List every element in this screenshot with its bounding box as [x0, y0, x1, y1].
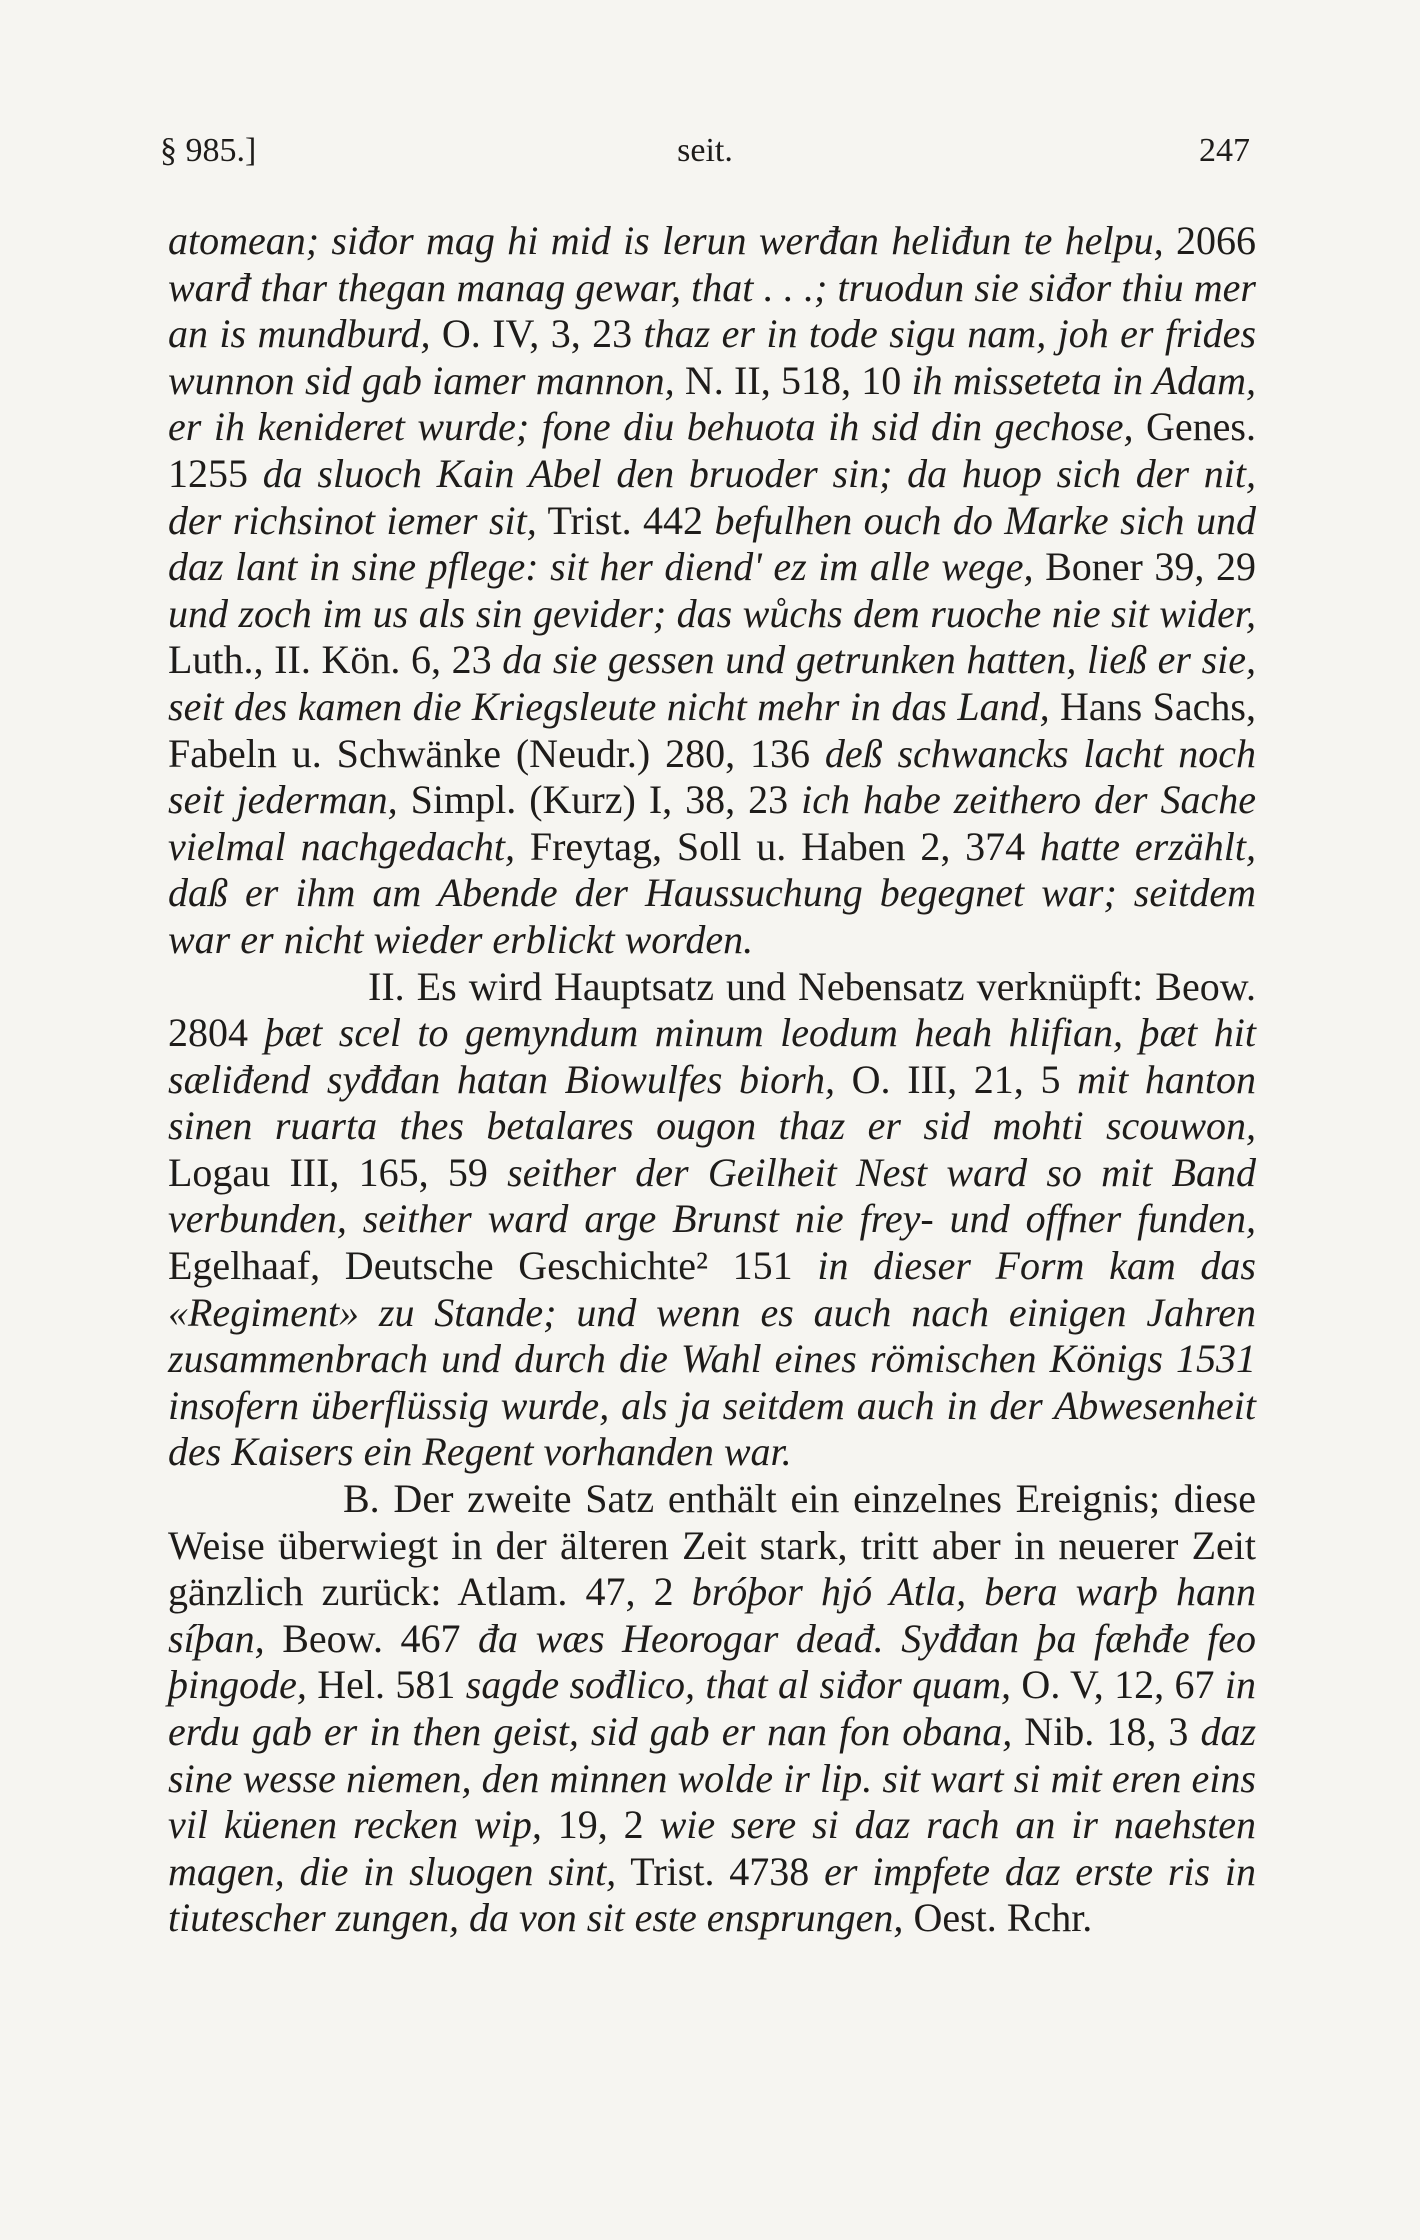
citation-text: Oest. Rchr. — [903, 1895, 1093, 1941]
quotation-text: in dieser Form kam das «Regiment» zu Stande; und wenn es auch nach einigen Jahren zusammenbrach und durch die Wahl eines römischen Königs 1531 insofern überflüssig wurde, als ja seitdem auch in der Abwesenheit des Kaisers ein Regent vorhanden war. — [168, 1243, 1256, 1475]
quotation-text: mit hanton sinen ruarta thes betalares ougon thaz er sid mohti scouwon, — [168, 1056, 1256, 1149]
quotation-text: hatte erzählt, daß er ihm am Abende der Haussuchung begegnet war; seitdem war er nicht wieder erblickt worden. — [168, 823, 1256, 962]
citation-text: Beow. 467 — [264, 1615, 479, 1661]
paragraph-2 — [168, 964, 1256, 1477]
citation-text: Hel. 581 — [306, 1662, 466, 1708]
citation-text: Luth., II. Kön. 6, 23 — [168, 637, 503, 683]
citation-text: O. V, 12, 67 — [1011, 1662, 1225, 1708]
quotation-text: da sluoch Kain Abel den bruoder sin; da huop sich der nit, der richsinot iemer sit, — [168, 450, 1256, 543]
citation-text: Nib. 18, 3 — [1012, 1709, 1201, 1754]
quotation-text: đa wæs Heorogar deađ. Syđđan þa fæhđe feo þingode, — [168, 1615, 1256, 1708]
citation-text: Logau III, 165, 59 — [168, 1149, 508, 1195]
quotation-text: warđ thar thegan manag gewar, that . . .; truodun sie siđor thiu mer an is mundburd, — [168, 264, 1256, 357]
page-body — [168, 218, 1256, 1942]
quotation-text: befulhen ouch do Marke sich und daz lant in sine pflege: sit her diend' ez im alle wege, — [168, 497, 1256, 590]
quotation-text: bróþor hjó Atla, bera warþ hann síþan, — [168, 1569, 1257, 1661]
page-number: 247 — [1199, 132, 1250, 169]
quotation-text: er impfete daz erste ris in tiutescher zungen, da von sit este ensprungen, — [168, 1848, 1257, 1941]
citation-text: Trist. 442 — [536, 497, 715, 543]
citation-text: 2066 — [1163, 218, 1257, 263]
quotation-text: ih misseteta in Adam, er ih kenideret wurde; fone diu behuota ih sid din gechose, — [168, 357, 1256, 450]
citation-text: O. III, 21, 5 — [835, 1056, 1078, 1102]
paragraph-3 — [168, 1476, 1256, 1942]
citation-text: Freytag, Soll u. Haben 2, 374 — [514, 823, 1041, 869]
paragraph-1 — [168, 218, 1256, 964]
quotation-text: ich habe zeithero der Sache vielmal nachgedacht, — [168, 777, 1256, 869]
running-title: seit. — [677, 132, 733, 169]
quotation-text: wie sere si daz rach an ir naehsten magen, die in sluogen sint, — [168, 1802, 1257, 1894]
citation-text: B. Der zweite Satz enthält ein einzelnes Ereignis; diese Weise überwiegt in der älteren Zeit stark, tritt aber in neuerer Zeit gänzlich zurück: Atlam. 47, 2 — [168, 1476, 1256, 1615]
citation-text: Genes. 1255 — [168, 404, 1256, 496]
citation-text: Egelhaaf, Deutsche Geschichte² 151 — [168, 1243, 818, 1289]
citation-text: O. IV, 3, 23 — [430, 311, 644, 357]
quotation-text: seither der Geilheit Nest ward so mit Band verbunden, seither ward arge Brunst nie frey- und offner funden, — [168, 1149, 1256, 1242]
quotation-text: in erdu gab er in then geist, sid gab er nan fon obana, — [168, 1662, 1256, 1754]
quotation-text: da sie gessen und getrunken hatten, ließ er sie, seit des kamen die Kriegsleute nicht mehr in das Land, — [168, 637, 1257, 729]
citation-text: Trist. 4738 — [616, 1848, 825, 1894]
quotation-text: atomean; siđor mag hi mid is lerun werđan heliđun te helpu, — [168, 218, 1164, 263]
quotation-text: deß schwancks lacht noch seit jederman, — [168, 730, 1257, 823]
citation-text: 19, 2 — [541, 1802, 660, 1848]
quotation-text: daz sine wesse niemen, den minnen wolde ir lip. sit wart si mit eren eins vil küenen recken wip, — [168, 1709, 1257, 1848]
quotation-text: þæt scel to gemyndum minum leodum heah hlifian, þæt hit sæliđend syđđan hatan Biowulfes biorh, — [168, 1010, 1257, 1102]
quotation-text: und zoch im us als sin gevider; das wůchs dem ruoche nie sit wider, — [168, 590, 1256, 636]
citation-text: Hans Sachs, Fabeln u. Schwänke (Neudr.) 280, 136 — [168, 683, 1256, 776]
citation-text: Simpl. (Kurz) I, 38, 23 — [397, 777, 802, 823]
section-reference: § 985.] — [160, 132, 257, 169]
citation-text: N. II, 518, 10 — [674, 357, 912, 403]
quotation-text: thaz er in tode sigu nam, joh er frides wunnon sid gab iamer mannon, — [168, 311, 1257, 403]
citation-text: II. Es wird Hauptsatz und Nebensatz verknüpft: Beow. 2804 — [168, 963, 1256, 1056]
running-head — [160, 132, 1250, 180]
quotation-text: sagde sođlico, that al siđor quam, — [465, 1662, 1012, 1708]
citation-text: Boner 39, 29 — [1033, 544, 1256, 590]
